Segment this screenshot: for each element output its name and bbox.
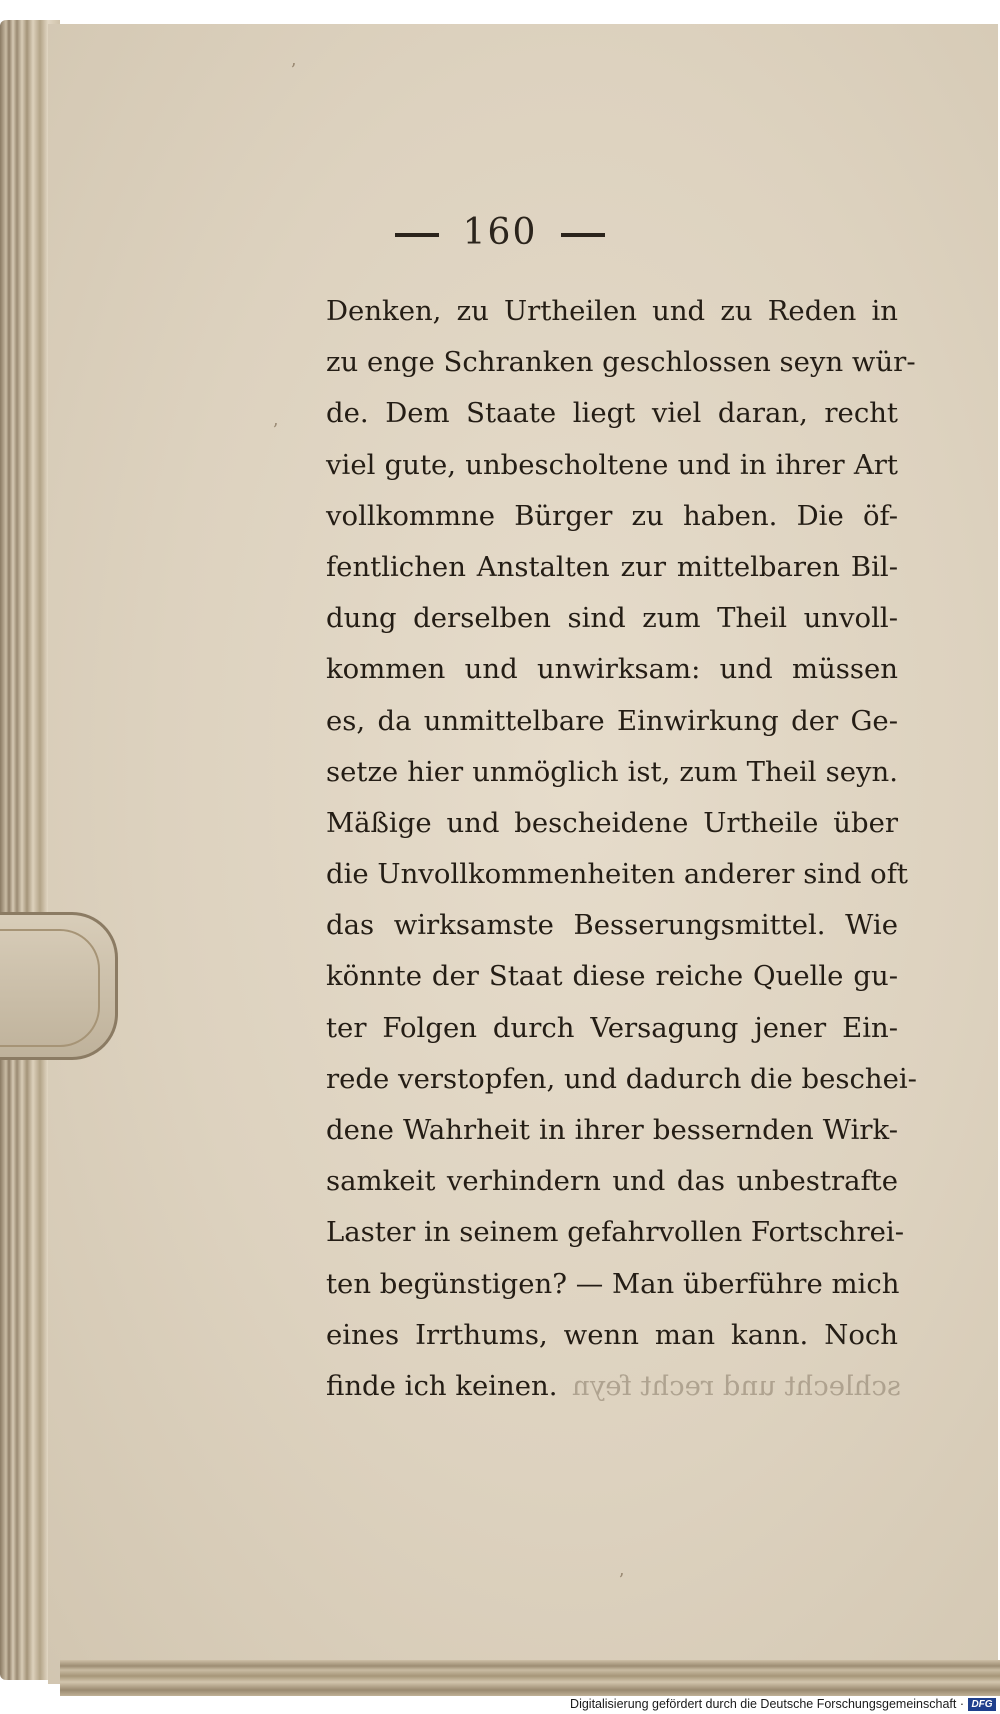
text-line: Laster in seinem gefahrvollen Fortschrei-: [326, 1216, 904, 1249]
paper-speck: ʼ: [618, 1570, 624, 1591]
page-body-text: [326, 286, 917, 1412]
paper-speck: ʼ: [272, 420, 278, 441]
text-line: setze hier unmöglich ist, zum Theil seyn.: [326, 755, 898, 788]
text-line: eines Irrthums, wenn man kann. Noch: [326, 1318, 898, 1351]
text-line: vollkommne Bürger zu haben. Die öf-: [326, 499, 898, 532]
bookmark-clip-inner: [0, 929, 100, 1047]
page-header: [0, 212, 1000, 253]
text-line: zu enge Schranken geschlossen seyn wür-: [326, 346, 916, 379]
funding-credit: Digitalisierung gefördert durch die Deutsche Forschungsgemeinschaft ·: [570, 1697, 964, 1711]
header-dash-left: [395, 233, 439, 237]
text-line: Denken, zu Urtheilen und zu Reden in: [326, 295, 898, 327]
text-line: rede verstopfen, und dadurch die beschei-: [326, 1062, 917, 1095]
header-dash-right: [561, 233, 605, 237]
page-bottom-edges: [60, 1660, 1000, 1696]
text-line: ten begünstigen? — Man überführe mich: [326, 1267, 900, 1300]
text-line: Mäßige und bescheidene Urtheile über: [326, 806, 898, 839]
text-line: viel gute, unbescholtene und in ihrer Art: [326, 448, 898, 481]
text-line: kommen und unwirksam: und müssen: [326, 653, 898, 686]
bookmark-clip: [0, 912, 118, 1060]
text-line: fentlichen Anstalten zur mittelbaren Bil-: [326, 550, 898, 583]
page-number: 160: [462, 212, 538, 253]
text-line: die Unvollkommenheiten anderer sind oft: [326, 858, 908, 891]
text-line-last: [326, 1361, 901, 1412]
text-line: das wirksamste Besserungsmittel. Wie: [326, 909, 898, 942]
dfg-logo: DFG: [968, 1698, 996, 1711]
text-line: es, da unmittelbare Einwirkung der Ge-: [326, 704, 898, 737]
text-line: dene Wahrheit in ihrer bessernden Wirk-: [326, 1114, 898, 1146]
text-line: samkeit verhindern und das unbestrafte: [326, 1165, 898, 1198]
text-line: dung derselben sind zum Theil unvoll-: [326, 602, 898, 635]
text-line: ter Folgen durch Versagung jener Ein-: [326, 1011, 898, 1044]
text-line-last-words: finde ich keinen.: [326, 1369, 558, 1402]
paper-speck: ʼ: [290, 60, 296, 81]
digitization-footer: [0, 1696, 1000, 1714]
text-line: könnte der Staat diese reiche Quelle gu-: [326, 960, 898, 993]
text-line: de. Dem Staate liegt viel daran, recht: [326, 397, 898, 430]
bleed-through-text: schlecht und recht feyn: [571, 1369, 901, 1402]
